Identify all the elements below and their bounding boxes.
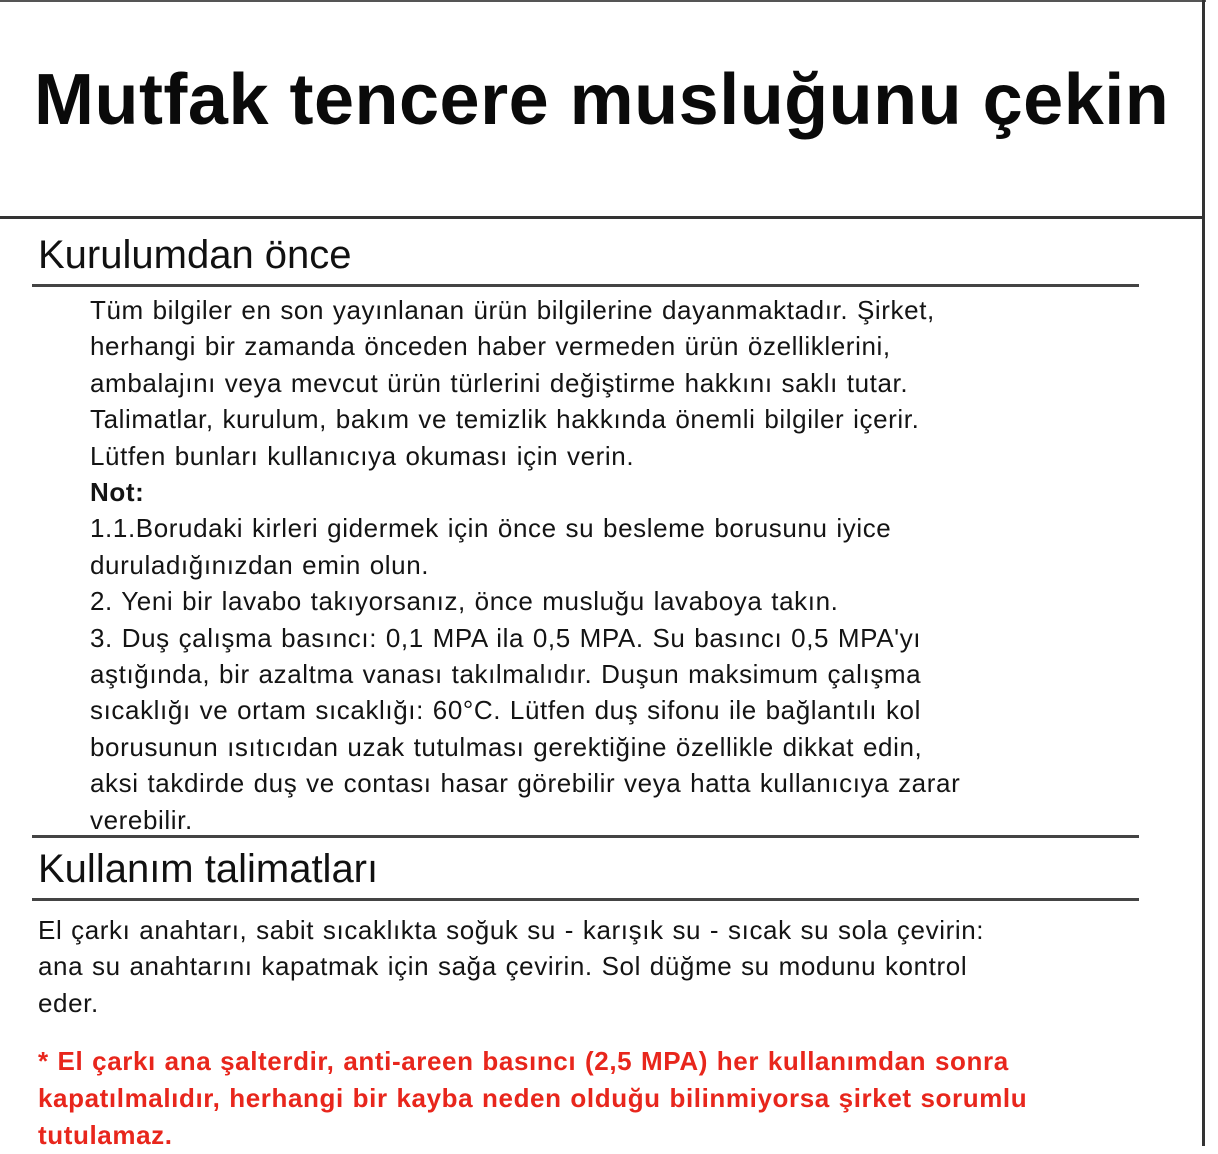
frame-top-border: [0, 0, 1206, 2]
usage-body: [38, 912, 1153, 1021]
intro-line: Lütfen bunları kullanıcıya okuması için verin.: [90, 440, 635, 471]
section-heading-usage: Kullanım talimatları: [38, 847, 379, 891]
intro-line: herhangi bir zamanda önceden haber vermeden ürün özelliklerini,: [90, 331, 891, 362]
warning-line: tutulamaz.: [38, 1120, 173, 1150]
section-rule: [32, 898, 1139, 901]
note-line: borusunun ısıtıcıdan uzak tutulması gerektiğine özellikle dikkat edin,: [90, 731, 923, 762]
title-divider: [0, 216, 1205, 219]
note-line: 1.1.Borudaki kirleri gidermek için önce su besleme borusunu iyice: [90, 513, 892, 544]
intro-line: Talimatlar, kurulum, bakım ve temizlik hakkında önemli bilgiler içerir.: [90, 404, 920, 435]
note-line: verebilir.: [90, 804, 193, 835]
intro-line: ambalajını veya mevcut ürün türlerini değiştirme hakkını saklı tutar.: [90, 367, 909, 398]
note-line: aksi takdirde duş ve contası hasar görebilir veya hatta kullanıcıya zarar: [90, 768, 961, 799]
note-line: 3. Duş çalışma basıncı: 0,1 MPA ila 0,5 MPA. Su basıncı 0,5 MPA'yı: [90, 622, 922, 653]
warning-line: kapatılmalıdır, herhangi bir kayba neden olduğu bilinmiyorsa şirket sorumlu: [38, 1083, 1028, 1113]
warning-line: * El çarkı ana şalterdir, anti-areen basıncı (2,5 MPA) her kullanımdan sonra: [38, 1046, 1009, 1076]
note-line: duruladığınızdan emin olun.: [90, 549, 430, 580]
note-line: aştığında, bir azaltma vanası takılmalıdır. Duşun maksimum çalışma: [90, 659, 922, 690]
intro-line: Tüm bilgiler en son yayınlanan ürün bilgilerine dayanmaktadır. Şirket,: [90, 295, 935, 325]
usage-line: eder.: [38, 987, 99, 1018]
section-rule: [32, 835, 1139, 838]
note-line: sıcaklığı ve ortam sıcaklığı: 60°C. Lütfen duş sifonu ile bağlantılı kol: [90, 695, 921, 726]
note-label: Not:: [90, 477, 145, 508]
usage-line: El çarkı anahtarı, sabit sıcaklıkta soğuk su - karışık su - sıcak su sola çevirin:: [38, 915, 985, 945]
before-install-body: [90, 292, 1140, 838]
usage-line: ana su anahtarını kapatmak için sağa çevirin. Sol düğme su modunu kontrol: [38, 951, 968, 982]
section-heading-before-install: Kurulumdan önce: [38, 233, 352, 277]
warning-note: [38, 1043, 1153, 1154]
document-title: Mutfak tencere musluğunu çekin: [34, 60, 1170, 140]
frame-right-border: [1202, 0, 1205, 1146]
note-line: 2. Yeni bir lavabo takıyorsanız, önce musluğu lavaboya takın.: [90, 586, 839, 617]
section-rule: [32, 284, 1139, 287]
